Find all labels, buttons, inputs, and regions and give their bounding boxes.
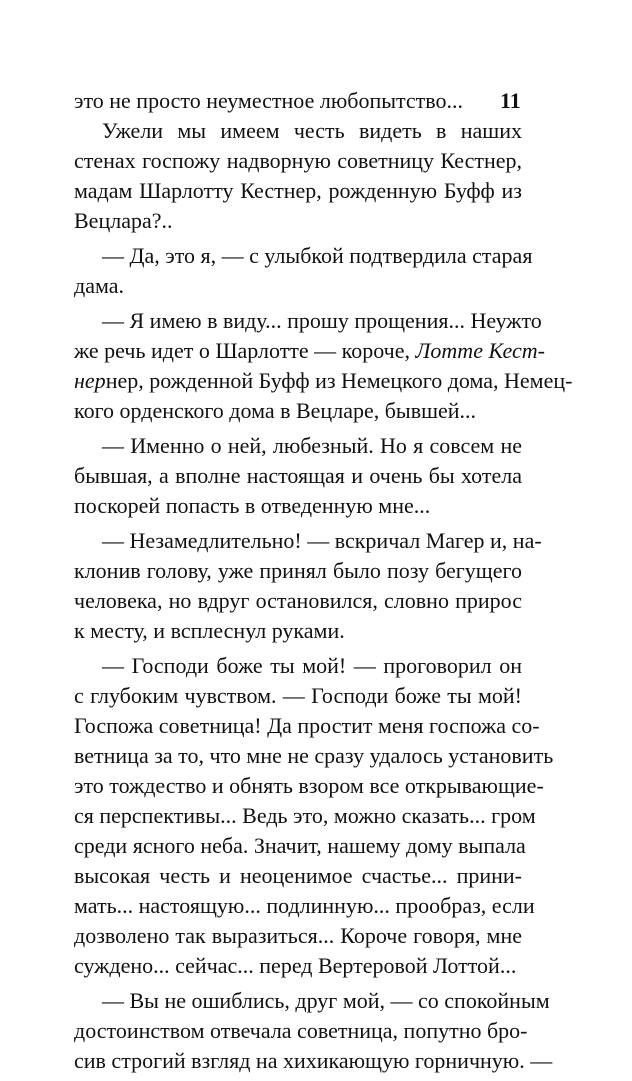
text-run: нер, рожденной Буфф из Немецкого дома, Немец- <box>105 368 573 393</box>
text-line: поскорей попасть в отведенную мне... <box>74 493 431 518</box>
text-line: ся перспективы... Ведь это, можно сказать... гром <box>74 803 536 828</box>
text-line: бывшая, а вполне настоящая и очень бы хотела <box>74 463 522 488</box>
text-line: дозволено так выразиться... Короче говоря, мне <box>74 923 522 948</box>
paragraph-7 <box>74 986 553 1076</box>
text-line: Вецлара?.. <box>74 208 173 233</box>
italic-name: Лотте Кест- <box>415 338 545 363</box>
text-line: достоинством отвечала советница, попутно бро- <box>74 1018 528 1043</box>
paragraph-1 <box>74 86 522 236</box>
text-line <box>74 336 545 366</box>
page-number: 11 <box>500 88 521 113</box>
text-line: это тождество и обнять взором все открывающие- <box>74 773 544 798</box>
paragraph-3 <box>74 306 573 426</box>
text-line: ветница за то, что мне не сразу удалось установить <box>74 743 554 768</box>
text-line: дама. <box>74 273 124 298</box>
text-line: Ужели мы имеем честь видеть в наших <box>102 118 522 143</box>
text-line: среди ясного неба. Значит, нашему дому выпала <box>74 833 526 858</box>
text-line: стенах госпожу надворную советницу Кестнер, <box>74 148 522 173</box>
paragraph-6 <box>74 651 554 981</box>
text-line: человека, но вдруг остановился, словно прирос <box>74 588 522 613</box>
text-line: к месту, и всплеснул руками. <box>74 618 345 643</box>
text-run: же речь идет о Шарлотте — короче, <box>74 338 416 363</box>
text-line: — Да, это я, — с улыбкой подтвердила старая <box>102 243 533 268</box>
paragraph-5 <box>74 526 542 646</box>
paragraph-2 <box>74 241 533 301</box>
paragraph-4 <box>74 431 522 521</box>
page-text <box>74 86 573 1081</box>
text-line: мать... настоящую... подлинную... прообраз, если <box>74 893 535 918</box>
text-line: клонив голову, уже принял было позу бегущего <box>74 558 522 583</box>
text-line: кого орденского дома в Вецларе, бывшей... <box>74 398 477 423</box>
text-line: Госпожа советница! Да простит меня госпожа со- <box>74 713 540 738</box>
text-line: сив строгий взгляд на хихикающую горничную. — <box>74 1048 553 1073</box>
text-line: это не просто неуместное любопытство... <box>74 88 463 113</box>
text-line: — Незамедлительно! — вскричал Магер и, на- <box>102 528 542 553</box>
text-line: — Я имею в виду... прошу прощения... Неужто <box>102 308 542 333</box>
italic-name: нер <box>74 368 106 393</box>
text-line: с глубоким чувством. — Господи боже ты мой! <box>74 683 522 708</box>
text-line: — Господи боже ты мой! — проговорил он <box>102 653 522 678</box>
text-line: — Именно о ней, любезный. Но я совсем не <box>102 433 522 458</box>
text-line: высокая честь и неоценимое счастье... прини- <box>74 863 522 888</box>
text-line: — Вы не ошиблись, друг мой, — со спокойным <box>102 988 550 1013</box>
text-line: мадам Шарлотту Кестнер, рожденную Буфф из <box>74 178 522 203</box>
text-line: суждено... сейчас... перед Вертеровой Лоттой... <box>74 953 517 978</box>
text-line <box>74 366 573 396</box>
